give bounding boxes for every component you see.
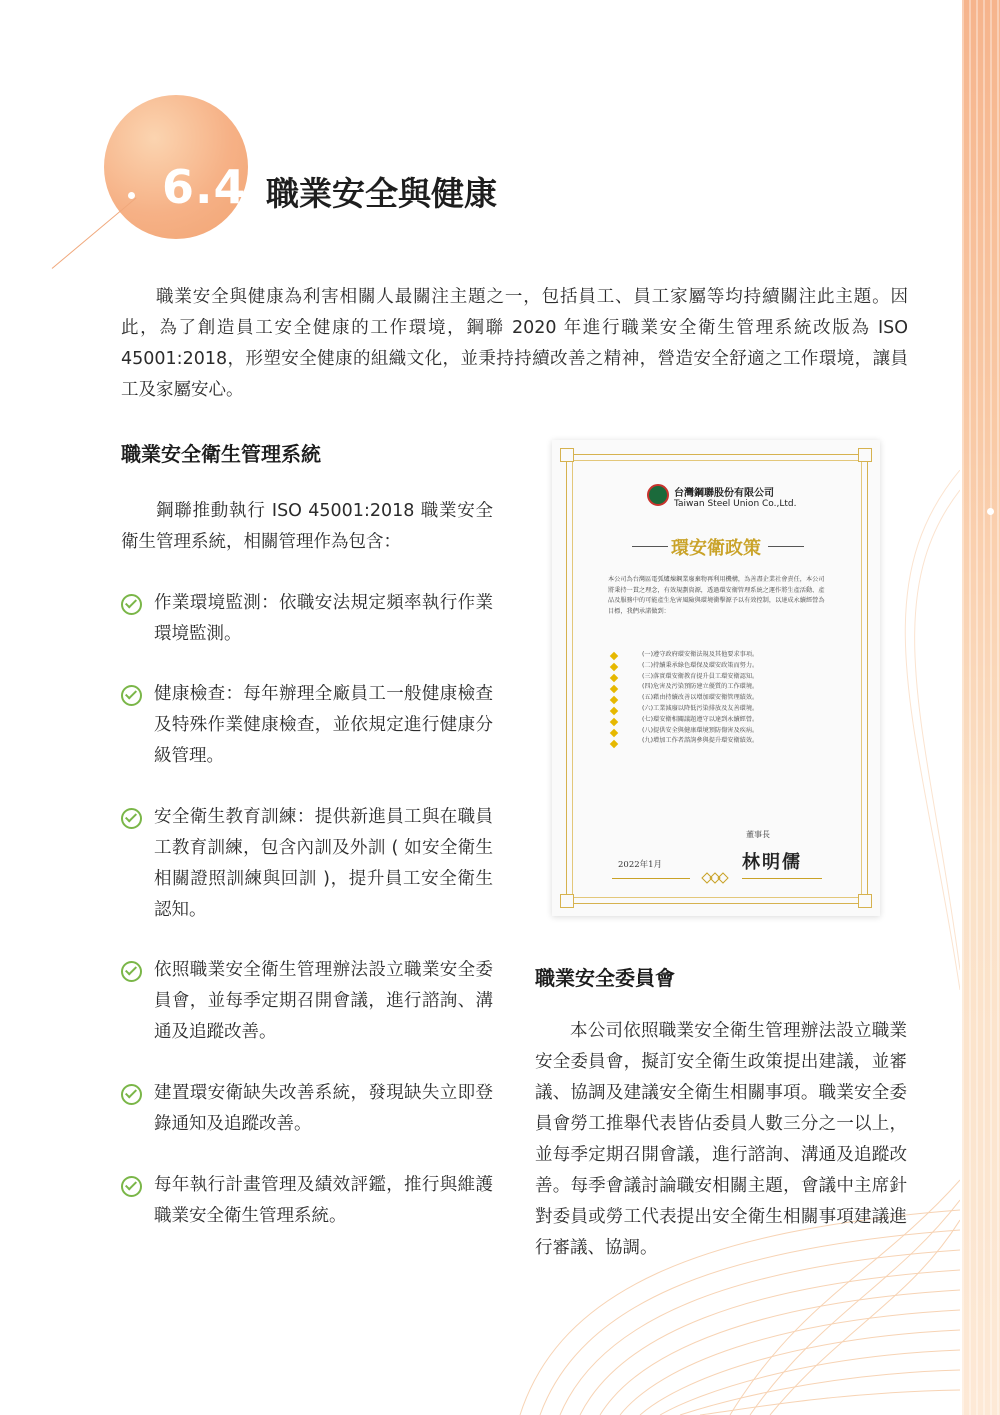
intro-paragraph: 職業安全與健康為利害相關人最關注主題之一，包括員工、員工家屬等均持續關注此主題。因此，為了創造員工安全健康的工作環境，鋼聯 2020 年進行職業安全衛生管理系統改版為 ISO 45001:2018，形塑安全健康的組織文化，並秉持持續改善之精神，營造安全舒適之工作環境，讓員工及家屬安心。 [121,287,908,400]
decorative-line [52,197,137,268]
ohs-system-lead: 鋼聯推動執行 ISO 45001:2018 職業安全衛生管理系統，相關管理作為包含： [121,501,493,552]
list-item-text: 安全衛生教育訓練：提供新進員工與在職員工教育訓練，包含內訓及外訓 ( 如安全衛生相關證照訓練與回訓 )，提升員工安全衛生認知。 [154,807,493,920]
signer-role: 董事長 [746,830,770,839]
check-icon [121,808,142,829]
date-rule [612,878,690,879]
commitment-item: (七)環安衛相關議題遵守以達到永續經營。 [642,715,759,723]
list-item [121,588,493,650]
commitment-item: (三)落實環安衛教育提升員工環安衛認知。 [642,672,759,680]
side-gradient-strip [962,0,1000,1415]
commitment-item: (二)持續秉承綠色環保及環安政策而努力。 [642,661,759,669]
certificate-title: 環安衛政策 [671,538,761,559]
signature-rule [742,878,822,879]
section-number: 6.4 [162,160,247,214]
policy-certificate [552,440,880,916]
check-icon [121,594,142,615]
section-title: 職業安全與健康 [266,174,497,213]
frame-corner [858,894,872,908]
list-item [121,955,493,1048]
list-item [121,1170,493,1232]
check-icon [121,1176,142,1197]
certificate-body: 本公司為台灣區電弧爐煉鋼業廢棄物再利用機構，為善盡企業社會責任，本公司將秉持一貫之理念，有效規劃資源，透過環安衛管理系統之運作將生產活動、產品及服務中的可能產生危害風險與環境衝擊源予以有效控制，以達成永續經營為目標，我們承諾做到： [608,576,825,615]
list-item-text: 每年執行計畫管理及績效評鑑，推行與維護職業安全衛生管理系統。 [154,1175,493,1226]
list-item-text: 作業環境監測：依職安法規定頻率執行作業環境監測。 [154,593,493,644]
check-icon [121,961,142,982]
company-name-en: Taiwan Steel Union Co.,Ltd. [674,499,797,509]
check-icon [121,685,142,706]
committee-heading: 職業安全委員會 [535,966,675,990]
decorative-dot [987,508,994,515]
list-item [121,1078,493,1140]
list-item-text: 依照職業安全衛生管理辦法設立職業安全委員會，並每季定期召開會議，進行諮詢、溝通及追蹤改善。 [154,960,493,1042]
certificate-date: 2022年1月 [618,860,663,870]
commitment-item: (四)危害及污染預防建立優質的工作環境。 [642,683,759,691]
ornament-icon [700,871,732,885]
company-logo-icon [647,484,669,506]
commitment-item: (一)遵守政府環安衛法規及其他要求事項。 [642,651,759,658]
commitment-item: (八)提供安全與健康環境預防傷害及疾病。 [642,726,759,734]
title-rule [768,546,804,547]
frame-corner [560,894,574,908]
frame-corner [560,448,574,462]
commitment-item: (九)增加工作者諮詢參與提升環安衛績效。 [642,737,759,745]
committee-paragraph: 本公司依照職業安全衛生管理辦法設立職業安全委員會，擬訂安全衛生政策提出建議，並審議、協調及建議安全衛生相關事項。職業安全委員會勞工推舉代表皆佔委員人數三分之一以上，並每季定期召開會議，進行諮詢、溝通及追蹤改善。每季會議討論職安相關主題，會議中主席針對委員或勞工代表提出安全衛生相關事項建議進行審議、協調。 [535,1021,907,1258]
list-item [121,802,493,926]
commitment-item: (六)工業減廢以降低污染排放及友善環境。 [642,704,759,712]
list-item-text: 健康檢查：每年辦理全廠員工一般健康檢查及特殊作業健康檢查，並依規定進行健康分級管理。 [154,684,493,766]
list-item [121,679,493,772]
company-name-zh: 台灣鋼聯股份有限公司 [674,488,774,499]
certificate-commitments [642,650,842,747]
signature: 林明儒 [742,852,802,873]
list-item-text: 建置環安衛缺失改善系統，發現缺失立即登錄通知及追蹤改善。 [154,1083,493,1134]
check-icon [121,1084,142,1105]
frame-corner [858,448,872,462]
ohs-system-heading: 職業安全衛生管理系統 [121,442,321,466]
commitment-item: (五)藉由持續改善以增加環安衛管理績效。 [642,694,759,702]
